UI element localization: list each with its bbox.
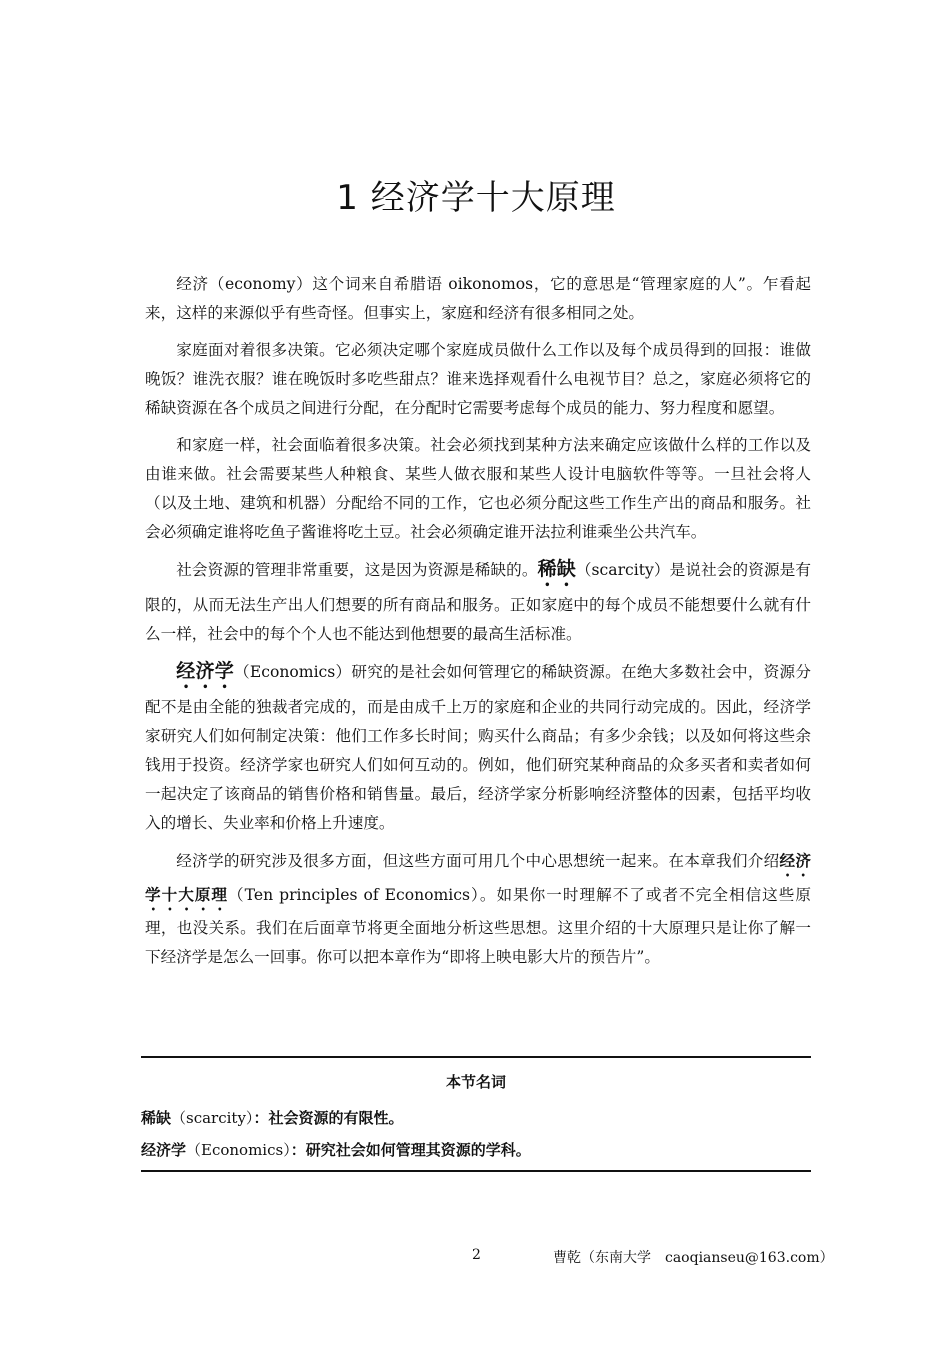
economics-definition-text: （Economics）研究的是社会如何管理它的稀缺资源。在绝大多数社会中，资源分配不是由全能的独裁者完成的，而是由成千上万的家庭和企业的共同行动完成的。因此，经济学家研究人们如何制定决策：他们工作多长时间；购买什么商品；有多少余钱；以及如何将这些余钱用于投资。经济学家也研究人们如何互动的。例如，他们研究某种商品的众多买者和卖者如何一起决定了该商品的销售价格和销售量。最后，经济学家分析影响经济整体的因素，包括平均收入的增长、失业率和价格上升速度。 bbox=[145, 663, 811, 832]
glossary-term: 稀缺 bbox=[141, 1109, 172, 1127]
glossary-definition: 研究社会如何管理其资源的学科。 bbox=[305, 1141, 531, 1159]
glossary-term-english: （scarcity） bbox=[171, 1109, 254, 1127]
paragraph-economics bbox=[145, 657, 811, 838]
glossary-definition: 社会资源的有限性。 bbox=[268, 1109, 404, 1127]
glossary-separator: ： bbox=[290, 1141, 306, 1159]
glossary-item bbox=[141, 1102, 811, 1134]
paragraph-ten-principles bbox=[145, 846, 811, 972]
economics-keyword: 经济学 bbox=[176, 660, 234, 682]
scarcity-keyword: 稀缺 bbox=[537, 558, 576, 580]
scarcity-intro-text: 社会资源的管理非常重要，这是因为资源是稀缺的。 bbox=[176, 561, 538, 579]
ten-principles-intro-text: 经济学的研究涉及很多方面，但这些方面可用几个中心思想统一起来。在本章我们介绍 bbox=[176, 852, 780, 870]
scarcity-definition-text: （scarcity）是说社会的资源是有限的，从而无法生产出人们想要的所有商品和服务。正如家庭中的每个成员不能想要什么就有什么一样，社会中的每个个人也不能达到他想要的最高生活标准。 bbox=[145, 561, 811, 643]
glossary-box bbox=[141, 1056, 811, 1172]
ten-principles-rest-text: （Ten principles of Economics）。如果你一时理解不了或者不完全相信这些原理，也没关系。我们在后面章节将更全面地分析这些思想。这里介绍的十大原理只是让你了解一下经济学是怎么一回事。你可以把本章作为“即将上映电影大片的预告片”。 bbox=[145, 886, 811, 966]
page-number: 2 bbox=[472, 1247, 481, 1263]
glossary-separator: ： bbox=[253, 1109, 269, 1127]
chapter-title: 1 经济学十大原理 bbox=[336, 178, 616, 218]
paragraph-economy-origin: 经济（economy）这个词来自希腊语 oikonomos，它的意思是“管理家庭的人”。乍看起来，这样的来源似乎有些奇怪。但事实上，家庭和经济有很多相同之处。 bbox=[145, 275, 811, 322]
glossary-term-english: （Economics） bbox=[186, 1141, 291, 1159]
ten-principles-keyword: 经济学十大原理 bbox=[145, 851, 811, 904]
paragraph-household-decisions: 家庭面对着很多决策。它必须决定哪个家庭成员做什么工作以及每个成员得到的回报：谁做晚饭？谁洗衣服？谁在晚饭时多吃些甜点？谁来选择观看什么电视节目？总之，家庭必须将它的稀缺资源在各个成员之间进行分配，在分配时它需要考虑每个成员的能力、努力程度和愿望。 bbox=[145, 341, 811, 417]
author-info: 曹乾（东南大学 caoqianseu@163.com） bbox=[553, 1250, 834, 1266]
page-footer bbox=[0, 1247, 952, 1271]
glossary-term: 经济学 bbox=[141, 1141, 187, 1159]
glossary-heading: 本节名词 bbox=[445, 1073, 506, 1091]
paragraph-scarcity bbox=[145, 555, 811, 649]
chapter-body bbox=[145, 270, 811, 980]
paragraph-society-decisions: 和家庭一样，社会面临着很多决策。社会必须找到某种方法来确定应该做什么样的工作以及由谁来做。社会需要某些人种粮食、某些人做衣服和某些人设计电脑软件等等。一旦社会将人（以及土地、建筑和机器）分配给不同的工作，它也必须分配这些工作生产出的商品和服务。社会必须确定谁将吃鱼子酱谁将吃土豆。社会必须确定谁开法拉利谁乘坐公共汽车。 bbox=[145, 436, 811, 541]
glossary-item bbox=[141, 1134, 811, 1166]
